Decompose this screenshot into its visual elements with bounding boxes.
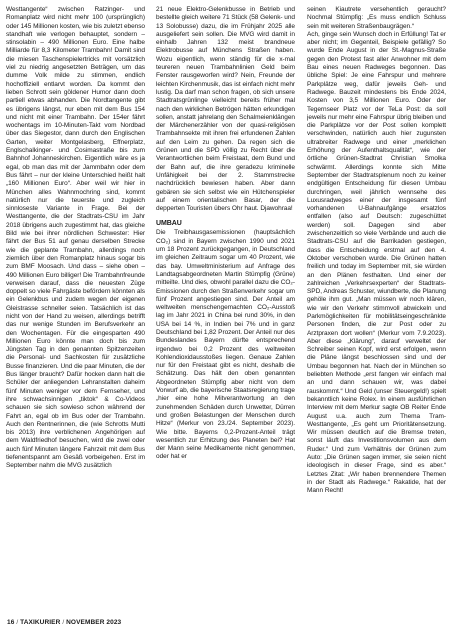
column-1-paragraph: Westtangente“ zwischen Ratzinger- und Romanplatz wird nicht mehr 100 (ursprünglich) oder 145 Millionen kosten, wie bis zuletzt ebenso standhaft wie verlogen behauptet, sondern – stinsolabin – 490 Millionen Euro. Eine halbe Milliarde für 8,3 Kilometer Trambahn! Damit sind die miesen Taschenspielertricks mit vorsätzlich viel zu niedrig angesetzten Beträgen, um das dumme Volk milde zu stimmen, endlich hochoffiziell entlarvt worden. Da kommt den lieben Schrott sein göldener Humor dann doch partiell etwas abhanden. Die Nordtangente gibt es übrigens längst, nur eben mit dem Bus 154 und nicht mit einer Trambahn. Der 154er fährt wochentags im 10-Minuten-Takt vom Nordbad über das Siegestor, dann durch den Englischen Garten, weiter Montgelasberg, Effnerplatz, Englschalkinger- und Cosimastraße bis zum Bahnhof Johanneskirchen. Eigentlich wäre es ja egal, ob man das mit der Jammbahn oder dem Bus fährt – nur der kleine Unterschied heißt halt „160 Millionen Euro“. Aber weil wir hier in München alles Wahnmochring sind, kommt natürlich nur die teuerste und zugleich sinnloseste Variante in Frage. Bei der Westtangente, die der Stadtrats-CSU im Jahr 2018 übrigens auch zugestimmt hat, das gleiche Bild wie bei ihrer nördlichen Schwester: Hier fährt der Bus 51 auf genau derselben Strecke wie die geplante Trambahn, allerdings noch ziemlich über den Romanplatz hinaus sogar bis zum BMF Moosach. Und dass – siehe oben – 490 Millionen Euro billiger! Die Trambahnfreunde verweisen darauf, dass die neuesten Züge doppelt so viele Fahrgäste befördern könnten als ein Gelenkbus und zudem wegen der eigenen Gleistrasse schneller seien. Tatsächlich ist das nicht von der Hand zu weisen, allerdings betrifft das nur wenige Stunden im Berufsverkehr an den Wochentagen. Für die eingesparten 490 Millionen Euro könnte man doch bis zum Jüngsten Tag in den genannten Spitzenzeiten die Personal- und Sachkosten für zusätzliche Busse finanzieren. Und die paar Minuten, die der Bus länger braucht? Dafür hocken dann halt die Schüler der anliegenden Lehranstalten daheim fünf Minuten weniger vor dem Fernseher, und ihre schwachsinnigen „tiktok“ & Co-Videos schauen sie sich sowieso schon während der Fahrt an, egal ob im Bus oder der Trambahn. Auch den Rentnerinnen, die (wie Schrotts Mutti bis 2013) ihre verblichenen Angehörigen auf dem Waldfriedhof besuchen, wird die zwei oder auch fünf Minuten längere Fahrzeit mit dem Bus tiefenentspannt am Gesäß vorbeigehen. Erst im September nahm die MVG zusätzlich — [6, 6, 145, 470]
page-number: 16 — [7, 619, 15, 626]
publication-name: TAXIKURIER — [20, 619, 61, 626]
footer-separator-2: / — [62, 619, 65, 626]
column-3-paragraph-1: seinen Kiautrete versehentlich geraucht? Nochmal Stümpfig: „Es muss endlich Schluss sein mit weiteren Straßenbaugrägen.“ — [307, 6, 446, 30]
page-footer — [7, 619, 121, 626]
column-3-paragraph-2: Ach, ginge sein Wunsch doch in Erfüllung! Tat er aber nicht; im Gegenteil, Beispiele gefällig? So wurde Ende August in der St.-Magnus-Straße gegen den Protest fast aller Anwohner mit dem Bau eines neuen Radweges begonnen. Das übliche Spiel: Je eine Fahrspur und mehrere Parkplätze weg, dafür jeweils Geh- und Radwege. Bauzeit mindestens bis Ende 2024, Kosten von 3,5 Millionen Euro. Oder der Tegernseer Platz vor der TeLa Post: da soll jeweils nur mehr eine Fahrspur übrig bleiben und die Parkplätze vor der Post sollen komplett verschwinden, natürlich auch hier zugunsten ultrabreiter Radwege und einer „merklichen Erhöhung der Aufenthaltsqualität“, wie der örtliche Grünen-Stadtrat Christian Smolka schwärmt. Allerdings konnte sich Mitte September der Stadtratsplenum noch zu keiner endgültigen Entscheidung für diesen Umbau durchringen, weil jährlich wennsehe des Luxusradweges einer der insgesamt fünf vorhandenen U-Bahnaufgänge ersatzlos entfallen (also auf Deutsch: zugeschüttet werden) soll. Dagegen sind aber zwischenzeitlich so viele Verbände und auch die Stadtrats-CSU auf die Barrikaden gestiegen, dass die Entscheidung erstmal auf den 4. Oktober verschoben wurde. Die Grünen hatten freilich und today im September mit, sie würden an den Plänen festhalten. Und einer der zahlreichen „Verkehrsexperten“ der Stadtrats-SPD, Andreas Schuster, wiundberte, die Planung gehöle ihm gut. „Man müssen wir noch klären, wie wir den Verkehr stimmvoll abwickeln und Parkmöglichkeiten für mobilitätseingeschränkte Personen finden, die zur Post oder zu Arztpraxen dort wollen“ (Merkur vom 7.9.2023). Aber diese „Klärung“, darauf verweltet der Schreiber seinen Kopf, wird erst erfolgen, wenn die Pläne längst beschlossen sind und der Umbau begonnen hat. Nach der in München so beliebten Methode „erst fangen wir einfach mal an und dann schauen wir, was dabei rauskommt.“ Und Geld (unser Steuergeld!) spielt bekanntlich keine Rolex. In einem ausführlichen Interview mit dem Merkur sagte OB Reiter Ende August u.a. auch zum Thema Tram-Westtangente, „Es geht um Prioritätensetzung. Wir müssen deutlich auf die Bremse treten, sonst läuft das Investitionsvolumen aus dem Ruder.“ Und zum Verhältnis der Grünen zum Auto: „Die Grünen sagen immer, sie seien nicht ideologisch in dieser Frage, sind es aber.“ Letztes Zitat: „Wir haben brennendere Themen in der Stadt als Radwege.“ Rakatide, hat der Mann Recht! — [307, 30, 446, 495]
article-column-2 — [156, 6, 295, 610]
article-column-1 — [6, 6, 145, 610]
section-heading-umbau: UMBAU — [156, 220, 182, 228]
column-2-paragraph: 21 neue Elektro-Gelenkbusse in Betrieb und bestellte gleich weitere 71 Stück (58 Gelenk- und 13 Solobusse) dazu, die im Frühjahr 2025 alle ausgeliefert sein sollen. Die MVG wird damit in einhalb Jahren 132 meist brandneue Elektrobusse auf Münchens Straßen haben. Wozu eigentlich, wenn ständig für die x-mal teureren neuen Trambahnlinien Geld beim Fenster rausgeworfen wird? Nein, Freunde der leichten Kirchenmusik, das ist einfach nicht mehr lustig. Da darf man schon fragen, ob sich unsere Stadtratsgrünlinge vielleicht bereits früher mal nach den wirklichen Betrögen hätten erkundigen sollen, anstatt jahrelang den Schalmeienklängen der Märchenerzähler von der quasi-religiösen Trambahnsekte mit ihren frei erfundenen Zahlen auf den Leim zu gehen. Da regen sich die Grünen und die SPD völlig zu Recht über die Verantwortlichen beim Freistaat, dem Bund und der Bahn auf, die ihre geradezu kriminelle Unfähigkeit bei der 2. Stammstrecke nachdrücklich bewiesen haben. Aber dann gebären sie sich selbst wie ein Hütchenspieler auf einem orientalischen Basar, der die depperten Touristen übers Ohr haut. Djawohraa! — [156, 6, 295, 213]
issue-date: NOVEMBER 2023 — [66, 619, 122, 626]
column-2-paragraph-after-heading: Die Treibhausgasemissionen (hauptsächlich CO₂) sind in Bayern zwischen 1990 und 2021 um 18 Prozent zurückgegangen, in Deutschland im gleichen Zeitraum sogar um 40 Prozent, wie das bay. Umweltministerium auf Anfrage des Landtagsabgeordneten Martin Stümpfig (Grüne) mitteilte. Und dies, obwohl parallel dazu die CO₂-Emissionen durch den Straßenverkehr sogar um fünf Prozent angestiegen sind. Der Anteil am weltweiten menschengemachten CO₂-Ausstoß lag im Jahr 2021 in China bei rund 30%, in den USA bei 14 %, in Indien bei 7% und in ganz Deutschland bei 1,82 Prozent. Der Anteil nur des Bundeslandes Bayern dürfte entsprechend irgendwo bei 0,2 Prozent des weltweiten Kohlendioxidausstoßes liegen. Genaue Zahlen nur für den Freistaat gibt es nicht, deshalb die Schätzung. Das hält den oben genannten Abgeordneten Stümpfig aber nicht von dem Vorwurf ab, die bayerische Staatsregierung trage „hier eine hohe Mitverantwortung an den zunehmenden Schäden durch Unwetter, Dürren und großen Belastungen der Menschen durch Hitze“ (Merkur von 23./24. September 2023). Wie bitte. Bayerns 0,2-Prozent-Anteil trägt wesentlich zur Erhitzung des Planeten bei? Hat der Mann seine Medikamente nicht genommen, oder hat er — [156, 229, 295, 461]
footer-separator: / — [16, 619, 19, 626]
article-page — [6, 6, 446, 612]
article-column-3 — [307, 6, 446, 610]
